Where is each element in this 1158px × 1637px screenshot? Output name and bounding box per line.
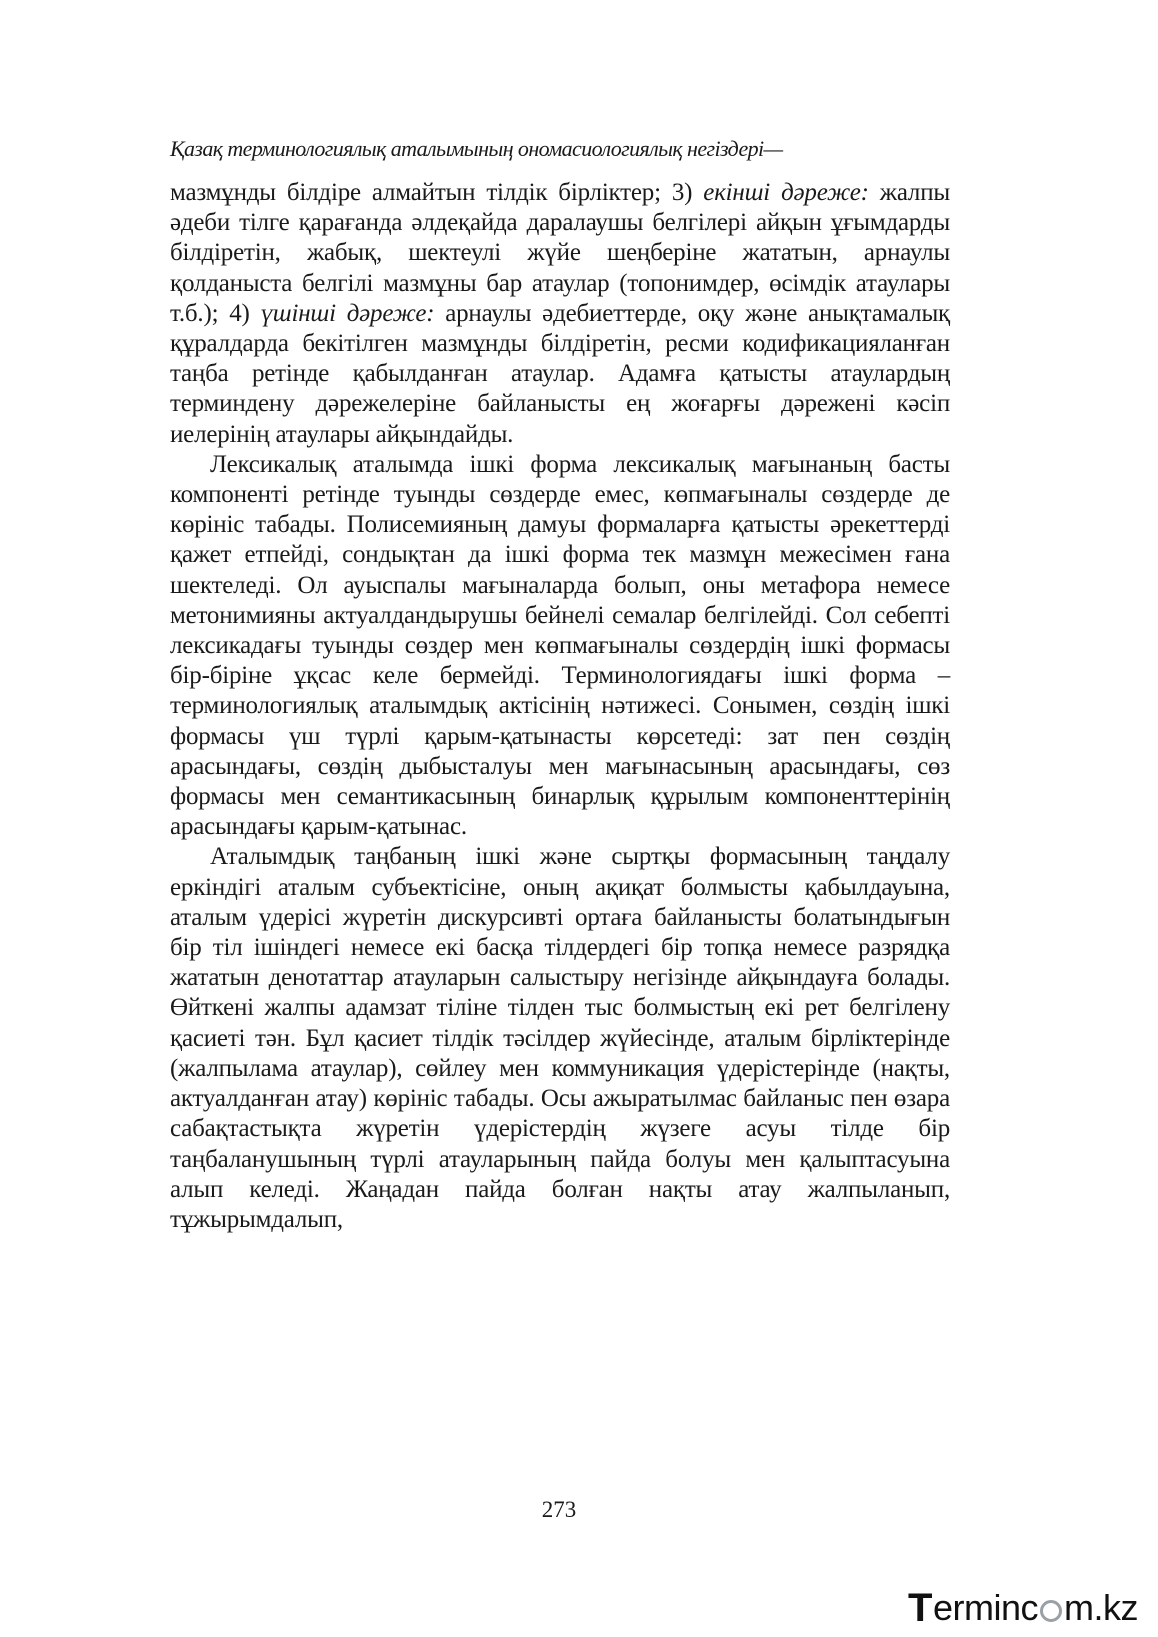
watermark-circle-icon [1040, 1600, 1062, 1622]
page-number: 273 [541, 1497, 577, 1522]
running-header: Қазақ терминологиялық аталымының ономасиологиялық негіздері— [170, 136, 783, 161]
text-segment: жалпы әдеби тілге қарағанда әлдеқайда даралаушы белгілері айқын ұғымдарды білдіретін, жабық, шектеулі жүйе шеңберіне жататын, арнаулы қолданыста белгілі мазмұны бар атаулар (топонимдер, өсімдік атаулары т.б.); 4) [170, 179, 950, 327]
body-text [170, 178, 950, 1235]
text-segment: Лексикалық аталымда ішкі форма лексикалық мағынаның басты компоненті ретінде туынды сөздерде емес, көпмағыналы сөздерде де көрініс табады. Полисемияның дамуы формаларға қатысты әрекеттерді қажет етпейді, сондықтан да ішкі форма тек мазмұн межесімен ғана шектеледі. Ол ауыспалы мағыналарда болып, оны метафора немесе метонимияны актуалдандырушы бейнелі семалар белгілейді. Сол себепті лексикадағы туынды сөздер мен көпмағыналы сөздердің ішкі формасы бір-біріне ұқсас келе бермейді. Терминологиядағы ішкі форма – терминологиялық аталымдық актісінің нәтижесі. Сонымен, сөздің ішкі формасы үш түрлі қарым-қатынасты көрсетеді: зат пен сөздің арасындағы, сөздің дыбысталуы мен мағынасының арасындағы, сөз формасы мен семантикасының бинарлық құрылым компоненттерінің арасындағы қарым-қатынас. [170, 450, 950, 841]
watermark-text: m.kz [1064, 1587, 1138, 1628]
watermark-text: erminc [932, 1587, 1038, 1628]
text-segment: мазмұнды білдіре алмайтын тілдік бірліктер; 3) [170, 179, 704, 206]
text-segment-italic: екінші дәреже: [703, 179, 869, 206]
watermark-logo [908, 1588, 1138, 1628]
watermark-letter: T [908, 1586, 932, 1630]
text-segment: арнаулы әдебиеттерде, оқу және анықтамалық құралдарда бекітілген мазмұнды білдіретін, ресми кодификацияланған таңба ретінде қабылданған атаулар. Адамға қатысты атаулардың терминдену дәрежелеріне байланысты ең жоғарғы дәрежені кәсіп иелерінің атаулары айқындайды. [170, 299, 950, 448]
text-segment: Аталымдық таңбаның ішкі және сыртқы формасының таңдалу еркіндігі аталым субъектісіне, оның ақиқат болмысты қабылдауына, аталым үдерісі жүретін дискурсивті ортаға байланысты болатындығын бір тіл ішіндегі немесе екі басқа тілдердегі бір топқа немесе разрядқа жататын денотаттар атауларын салыстыру негізінде айқындауға болады. Өйткені жалпы адамзат тіліне тілден тыс болмыстың екі рет белгілену қасиеті тән. Бұл қасиет тілдік тәсілдер жүйесінде, аталым бірліктерінде (жалпылама атаулар), сөйлеу мен коммуникация үдерістерінде (нақты, актуалданған атау) көрініс табады. Осы ажыратылмас байланыс пен өзара сабақтастықта жүретін үдерістердің жүзеге асуы тілде бір таңбаланушының түрлі атауларының пайда болуы мен қалыптасуына алып келеді. Жаңадан пайда болған нақты атау жалпыланып, тұжырымдалып, [170, 843, 950, 1233]
text-segment-italic: үшінші дәреже: [260, 299, 435, 327]
paragraph-3 [170, 842, 950, 1235]
paragraph-1 [170, 178, 950, 450]
paragraph-2 [170, 450, 950, 843]
